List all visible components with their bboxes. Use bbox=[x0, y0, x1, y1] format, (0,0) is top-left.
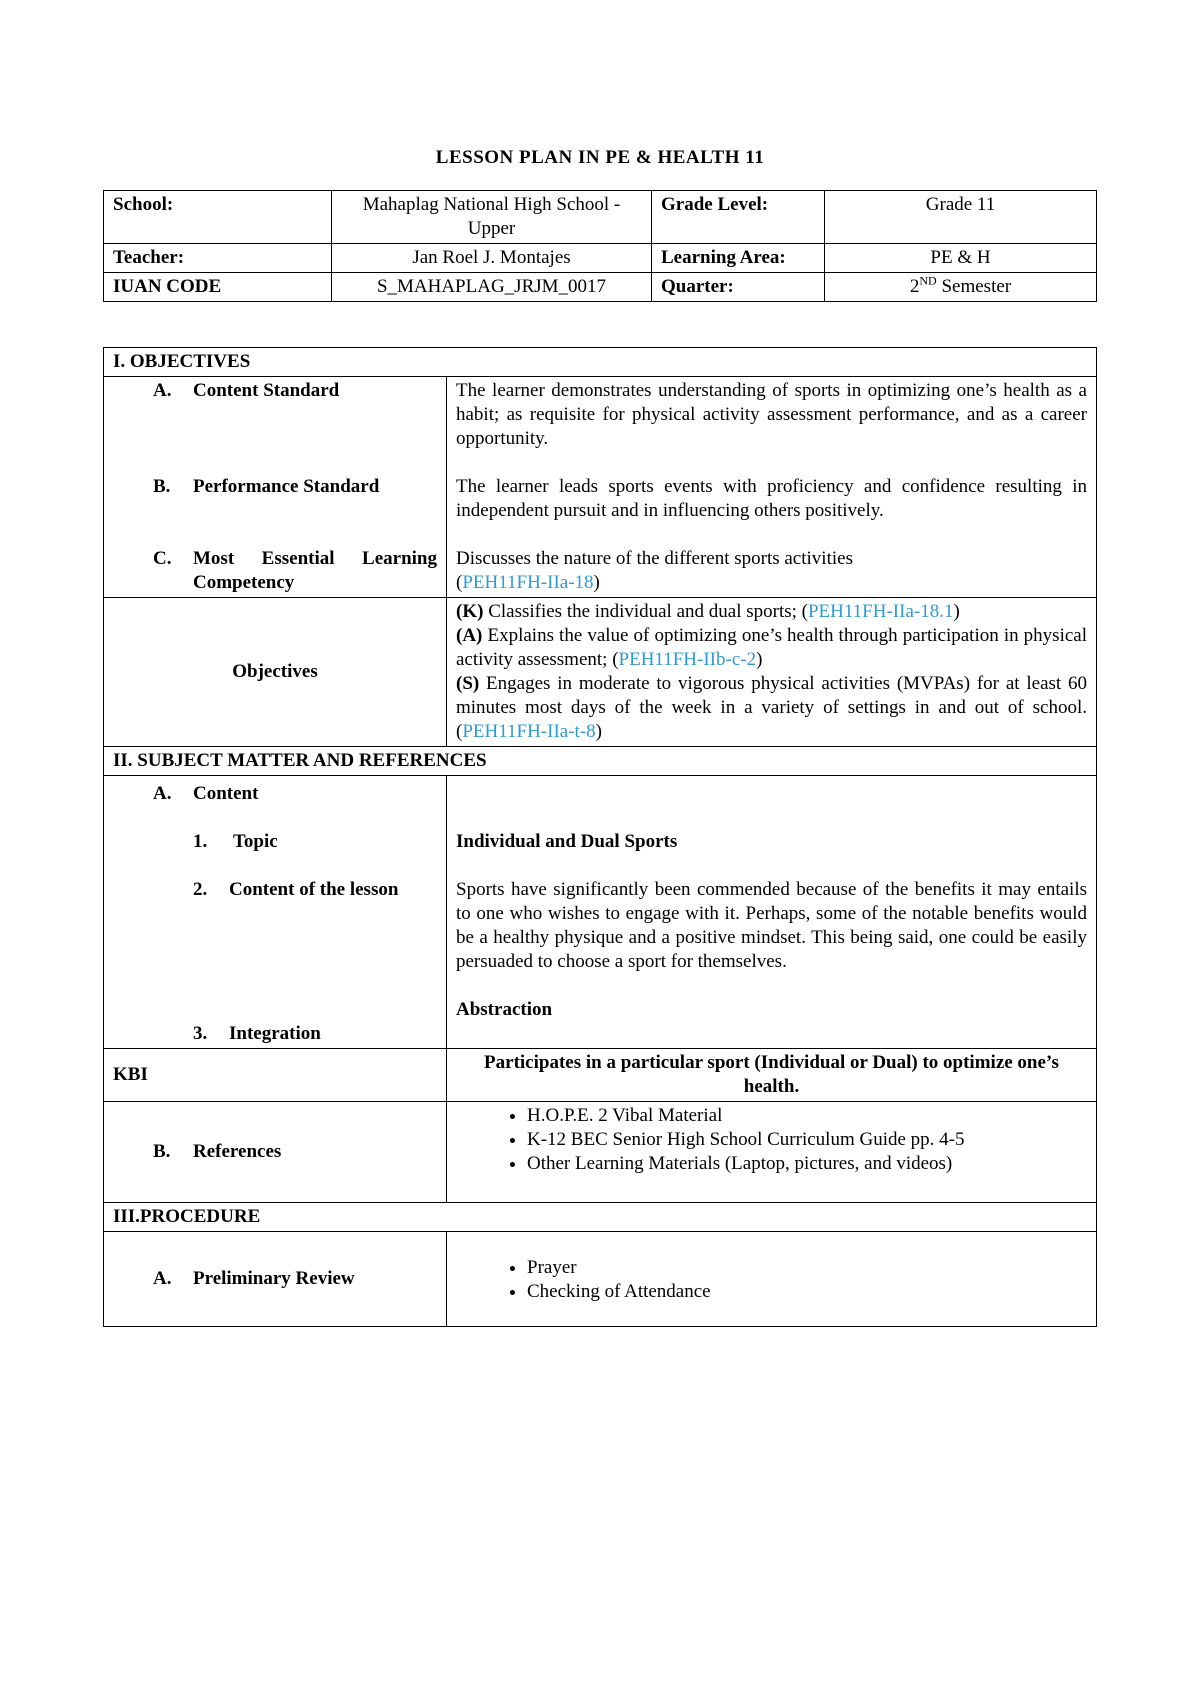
melc-label: Most Essential Learning Competency bbox=[193, 548, 437, 593]
integration-label: Integration bbox=[229, 1023, 321, 1044]
document-title: LESSON PLAN IN PE & HEALTH 11 bbox=[435, 147, 765, 168]
references-labels: B. References bbox=[104, 1102, 447, 1203]
objectives-row bbox=[104, 598, 1097, 747]
area-value: PE & H bbox=[825, 244, 1097, 273]
standards-values bbox=[447, 377, 1097, 598]
references-list bbox=[456, 1104, 1087, 1176]
objectives-heading-row bbox=[104, 348, 1097, 377]
performance-standard-label: Performance Standard bbox=[193, 476, 380, 497]
preliminary-list bbox=[456, 1256, 1087, 1304]
quarter-label: Quarter: bbox=[652, 273, 825, 302]
lesson-text: Sports have significantly been commended because of the benefits it may entails to one who wishes to engage with it. Perhaps, some of the notable benefits would be a healthy physique and a positive mindset. This being said, one could be easily persuaded to choose a sport for themselves. bbox=[456, 879, 1087, 972]
content-standard-text: The learner demonstrates understanding of sports in optimizing one’s health as a habit; as requisite for physical activity assessment performance, and as a career opportunity. bbox=[456, 380, 1087, 449]
content-values bbox=[447, 776, 1097, 1049]
procedure-heading: III.PROCEDURE bbox=[104, 1203, 1097, 1232]
preliminary-item: • Prayer bbox=[527, 1256, 1087, 1280]
reference-item: • Other Learning Materials (Laptop, pictures, and videos) bbox=[527, 1152, 1087, 1176]
references-row bbox=[104, 1102, 1097, 1203]
school-label: School: bbox=[104, 191, 332, 244]
preliminary-item: • Checking of Attendance bbox=[527, 1280, 1087, 1304]
melc-text: Discusses the nature of the different sports activities (PEH11FH-IIa-18) bbox=[456, 548, 853, 593]
subject-heading-row bbox=[104, 747, 1097, 776]
teacher-label: Teacher: bbox=[104, 244, 332, 273]
objectives-list bbox=[447, 598, 1097, 747]
reference-item: • K-12 BEC Senior High School Curriculum Guide pp. 4-5 bbox=[527, 1128, 1087, 1152]
objective-skill: (S) Engages in moderate to vigorous physical activities (MVPAs) for at least 60 minutes most days of the week in a variety of settings in and out of school. (PEH11FH-IIa-t-8) bbox=[456, 673, 1087, 742]
iuan-row bbox=[104, 273, 1097, 302]
topic-value: Individual and Dual Sports bbox=[456, 831, 678, 852]
school-row bbox=[104, 191, 1097, 244]
standards-row bbox=[104, 377, 1097, 598]
preliminary-labels: A. Preliminary Review bbox=[104, 1232, 447, 1327]
melc-code: PEH11FH-IIa-18 bbox=[462, 572, 594, 593]
lesson-label: Content of the lesson bbox=[229, 879, 399, 900]
performance-standard-text: The learner leads sports events with proficiency and confidence resulting in independent pursuit and in influencing others positively. bbox=[456, 476, 1087, 521]
content-labels: A. Content 1. Topic 2. Content of the lesson 3. Integration bbox=[104, 776, 447, 1049]
kbi-row bbox=[104, 1049, 1097, 1102]
content-row bbox=[104, 776, 1097, 1049]
objective-affective: (A) Explains the value of optimizing one’s health through participation in physical activity assessment; (PEH11FH-IIb-c-2) bbox=[456, 625, 1087, 670]
header-table bbox=[103, 190, 1097, 302]
references-values bbox=[447, 1102, 1097, 1203]
content-label: Content bbox=[193, 783, 259, 804]
teacher-row bbox=[104, 244, 1097, 273]
preliminary-values bbox=[447, 1232, 1097, 1327]
objectives-heading: I. OBJECTIVES bbox=[104, 348, 1097, 377]
integration-value: Abstraction bbox=[456, 999, 553, 1020]
iuan-value: S_MAHAPLAG_JRJM_0017 bbox=[332, 273, 652, 302]
school-value: Mahaplag National High School - Upper bbox=[332, 191, 652, 244]
grade-value: Grade 11 bbox=[825, 191, 1097, 244]
area-label: Learning Area: bbox=[652, 244, 825, 273]
preliminary-label: Preliminary Review bbox=[193, 1268, 355, 1289]
objectives-label: Objectives bbox=[104, 598, 447, 747]
grade-label: Grade Level: bbox=[652, 191, 825, 244]
quarter-value: 2ND Semester bbox=[825, 273, 1097, 302]
preliminary-row bbox=[104, 1232, 1097, 1327]
topic-label: Topic bbox=[233, 831, 278, 852]
standards-labels: A. Content Standard B. Performance Standard C. Most Essential Learning Competency bbox=[104, 377, 447, 598]
teacher-value: Jan Roel J. Montajes bbox=[332, 244, 652, 273]
lesson-plan-table bbox=[103, 347, 1097, 1327]
content-standard-label: Content Standard bbox=[193, 380, 340, 401]
subject-heading: II. SUBJECT MATTER AND REFERENCES bbox=[104, 747, 1097, 776]
iuan-label: IUAN CODE bbox=[104, 273, 332, 302]
reference-item: • H.O.P.E. 2 Vibal Material bbox=[527, 1104, 1087, 1128]
procedure-heading-row bbox=[104, 1203, 1097, 1232]
references-label: References bbox=[193, 1141, 282, 1162]
objective-knowledge: (K) Classifies the individual and dual sports; (PEH11FH-IIa-18.1) bbox=[456, 601, 960, 622]
kbi-label: KBI bbox=[104, 1049, 447, 1102]
kbi-value: Participates in a particular sport (Individual or Dual) to optimize one’s health. bbox=[447, 1049, 1097, 1102]
